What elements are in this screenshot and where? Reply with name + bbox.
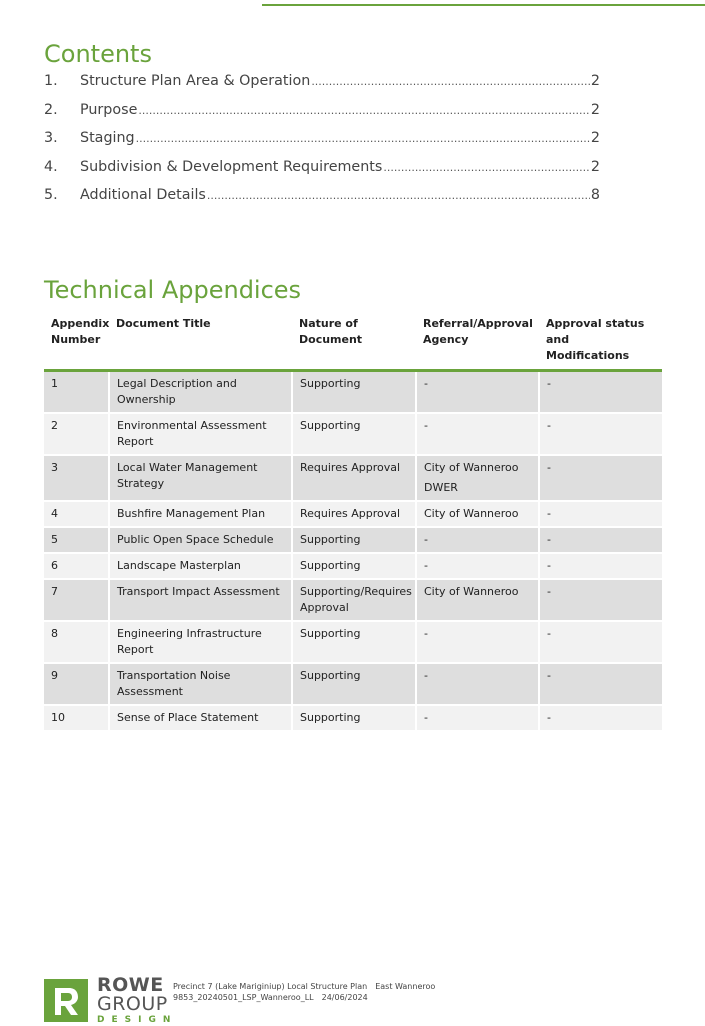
logo-r-mark-icon xyxy=(44,979,88,1022)
cell-title: Engineering Infrastructure Report xyxy=(109,621,292,663)
cell-agency-line: City of Wanneroo xyxy=(424,461,519,474)
toc-item-page: 2 xyxy=(590,101,600,118)
toc-item[interactable] xyxy=(44,159,600,188)
cell-status: - xyxy=(539,621,662,663)
cell-nature: Supporting xyxy=(292,413,416,455)
cell-status: - xyxy=(539,663,662,705)
cell-title: Local Water Management Strategy xyxy=(109,455,292,501)
cell-title: Sense of Place Statement xyxy=(109,705,292,730)
cell-agency-line: City of Wanneroo xyxy=(424,585,519,598)
cell-agency xyxy=(416,413,539,455)
cell-agency xyxy=(416,621,539,663)
table-of-contents xyxy=(44,73,600,216)
logo-word-rowe: ROWE xyxy=(97,974,164,996)
cell-nature: Requires Approval xyxy=(292,455,416,501)
table-row xyxy=(44,553,662,579)
cell-nature: Supporting xyxy=(292,621,416,663)
footer-location: East Wanneroo xyxy=(375,982,436,991)
toc-item-title: Additional Details xyxy=(80,187,206,203)
cell-agency-line: - xyxy=(424,419,428,432)
cell-number: 3 xyxy=(44,455,109,501)
cell-number: 2 xyxy=(44,413,109,455)
cell-nature: Requires Approval xyxy=(292,501,416,527)
cell-agency xyxy=(416,663,539,705)
toc-item-page: 8 xyxy=(590,187,600,203)
cell-status: - xyxy=(539,455,662,501)
cell-agency xyxy=(416,579,539,621)
cell-number: 10 xyxy=(44,705,109,730)
cell-number: 1 xyxy=(44,371,109,414)
header-rule xyxy=(262,4,705,6)
footer-date: 24/06/2024 xyxy=(321,993,368,1002)
toc-item-number: 5. xyxy=(44,187,58,203)
col-header-status: Approval status and Modifications xyxy=(539,313,662,371)
cell-nature: Supporting xyxy=(292,371,416,414)
toc-item-title: Subdivision & Development Requirements xyxy=(80,158,383,175)
logo-word-design: DESIGN xyxy=(97,1015,178,1025)
cell-number: 5 xyxy=(44,527,109,553)
cell-agency xyxy=(416,705,539,730)
cell-status: - xyxy=(539,705,662,730)
cell-title: Landscape Masterplan xyxy=(109,553,292,579)
cell-agency-line: - xyxy=(424,669,428,682)
footer-file-ref: 9853_20240501_LSP_Wanneroo_LL xyxy=(173,993,314,1002)
cell-number: 8 xyxy=(44,621,109,663)
table-row xyxy=(44,413,662,455)
cell-status: - xyxy=(539,579,662,621)
cell-agency-line: DWER xyxy=(424,481,458,494)
toc-item-title: Structure Plan Area & Operation xyxy=(80,73,311,89)
table-row xyxy=(44,705,662,730)
table-row xyxy=(44,501,662,527)
cell-agency-line: - xyxy=(424,627,428,640)
toc-item-page: 2 xyxy=(590,158,600,175)
table-row xyxy=(44,371,662,414)
col-header-title: Document Title xyxy=(109,313,292,371)
cell-number: 9 xyxy=(44,663,109,705)
cell-agency-line: - xyxy=(424,559,428,572)
cell-agency-line: City of Wanneroo xyxy=(424,507,519,520)
footer-doc-title: Precinct 7 (Lake Mariginiup) Local Structure Plan xyxy=(173,982,368,991)
cell-number: 6 xyxy=(44,553,109,579)
toc-leader-dots xyxy=(136,132,590,145)
cell-status: - xyxy=(539,553,662,579)
cell-nature: Supporting xyxy=(292,705,416,730)
cell-title: Public Open Space Schedule xyxy=(109,527,292,553)
toc-leader-dots xyxy=(138,104,590,117)
toc-item-number: 4. xyxy=(44,158,58,175)
table-row xyxy=(44,663,662,705)
cell-agency-line: - xyxy=(424,533,428,546)
logo-word-group: GROUP xyxy=(97,993,168,1015)
cell-status: - xyxy=(539,527,662,553)
table-row xyxy=(44,621,662,663)
toc-item[interactable] xyxy=(44,102,600,131)
appendices-table xyxy=(44,313,662,730)
toc-item[interactable] xyxy=(44,130,600,159)
table-row xyxy=(44,579,662,621)
cell-nature: Supporting xyxy=(292,553,416,579)
col-header-nature: Nature of Document xyxy=(292,313,416,371)
cell-agency xyxy=(416,527,539,553)
cell-title: Legal Description and Ownership xyxy=(109,371,292,414)
toc-item-number: 1. xyxy=(44,73,58,89)
toc-leader-dots xyxy=(383,161,590,174)
toc-item[interactable] xyxy=(44,73,600,102)
cell-nature: Supporting xyxy=(292,663,416,705)
toc-item-number: 2. xyxy=(44,101,58,118)
toc-item[interactable] xyxy=(44,187,600,216)
cell-status: - xyxy=(539,413,662,455)
toc-item-page: 2 xyxy=(590,73,600,89)
footer-info xyxy=(173,981,435,1003)
cell-agency-line: - xyxy=(424,711,428,724)
cell-title: Bushfire Management Plan xyxy=(109,501,292,527)
cell-agency-line: - xyxy=(424,377,428,390)
cell-nature: Supporting xyxy=(292,527,416,553)
cell-number: 4 xyxy=(44,501,109,527)
rowe-group-logo xyxy=(44,974,178,1025)
col-header-number: Appendix Number xyxy=(44,313,109,371)
table-row xyxy=(44,455,662,501)
cell-agency xyxy=(416,553,539,579)
cell-agency xyxy=(416,455,539,501)
cell-title: Environmental Assessment Report xyxy=(109,413,292,455)
cell-title: Transportation Noise Assessment xyxy=(109,663,292,705)
toc-item-title: Purpose xyxy=(80,101,138,118)
cell-status: - xyxy=(539,371,662,414)
toc-item-page: 2 xyxy=(590,130,600,146)
cell-agency xyxy=(416,371,539,414)
cell-nature: Supporting/Requires Approval xyxy=(292,579,416,621)
toc-leader-dots xyxy=(207,189,590,202)
toc-item-number: 3. xyxy=(44,130,58,146)
table-row xyxy=(44,527,662,553)
cell-status: - xyxy=(539,501,662,527)
technical-appendices-heading: Technical Appendices xyxy=(44,276,302,304)
col-header-agency: Referral/Approval Agency xyxy=(416,313,539,371)
cell-title: Transport Impact Assessment xyxy=(109,579,292,621)
toc-leader-dots xyxy=(311,75,590,88)
cell-agency xyxy=(416,501,539,527)
table-header-row xyxy=(44,313,662,371)
contents-heading: Contents xyxy=(44,40,152,68)
toc-item-title: Staging xyxy=(80,130,135,146)
cell-number: 7 xyxy=(44,579,109,621)
